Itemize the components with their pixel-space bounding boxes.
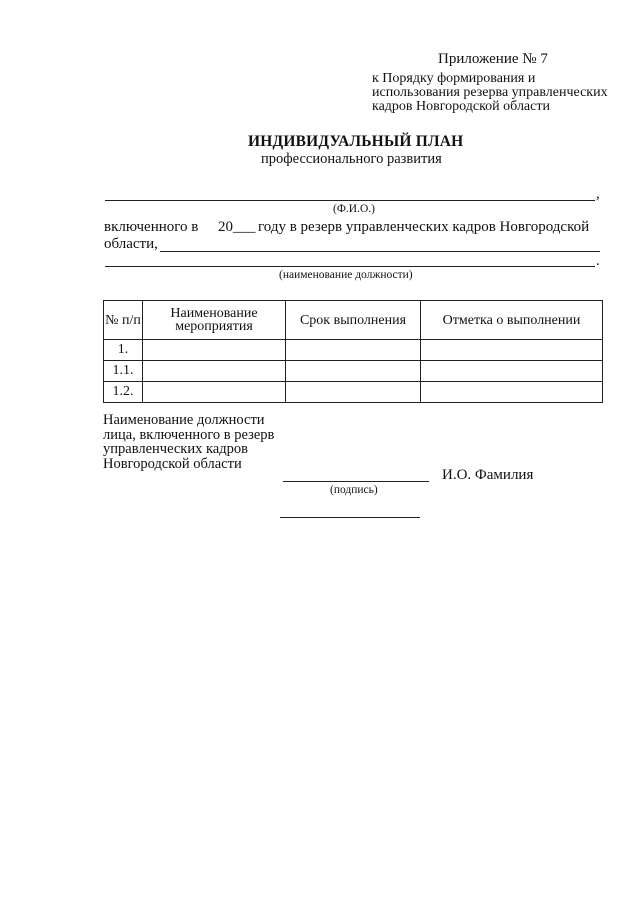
- row-number: 1.2.: [104, 382, 143, 403]
- row-number: 1.1.: [104, 361, 143, 382]
- document-subtitle: профессионального развития: [261, 151, 442, 167]
- table-header-row: [104, 301, 603, 340]
- position-blank-line-1: [160, 251, 600, 252]
- row-deadline-cell[interactable]: [286, 382, 421, 403]
- date-blank-line: [280, 517, 420, 518]
- header-number: № п/п: [104, 301, 143, 340]
- fio-caption: (Ф.И.О.): [333, 203, 375, 215]
- table-row: [104, 340, 603, 361]
- row-deadline-cell[interactable]: [286, 361, 421, 382]
- table-row: [104, 361, 603, 382]
- fio-comma: ,: [596, 186, 600, 202]
- header-deadline: Срок выполнения: [286, 301, 421, 340]
- included-suffix: году в резерв управленческих кадров Новгородской: [258, 219, 590, 235]
- row-activity-cell[interactable]: [143, 361, 286, 382]
- row-activity-cell[interactable]: [143, 382, 286, 403]
- included-year: 20___: [218, 219, 256, 235]
- appendix-number: Приложение № 7: [438, 51, 548, 67]
- row-number: 1.: [104, 340, 143, 361]
- appendix-reference: к Порядку формирования и использования резерва управленческих кадров Новгородской области: [372, 71, 608, 114]
- row-mark-cell[interactable]: [421, 361, 603, 382]
- row-deadline-cell[interactable]: [286, 340, 421, 361]
- table-row: [104, 382, 603, 403]
- signature-line: [283, 481, 429, 482]
- row-mark-cell[interactable]: [421, 340, 603, 361]
- position-caption: (наименование должности): [279, 269, 413, 281]
- header-activity: Наименование мероприятия: [143, 301, 286, 340]
- included-continuation: области,: [104, 236, 158, 252]
- document-title: ИНДИВИДУАЛЬНЫЙ ПЛАН: [248, 133, 464, 150]
- signatory-name: И.О. Фамилия: [442, 467, 534, 483]
- header-completion-mark: Отметка о выполнении: [421, 301, 603, 340]
- fio-blank-line: [105, 200, 595, 201]
- signatory-position-label: Наименование должности лица, включенного в резерв управленческих кадров Новгородской области: [103, 412, 275, 472]
- row-activity-cell[interactable]: [143, 340, 286, 361]
- row-mark-cell[interactable]: [421, 382, 603, 403]
- plan-table: [103, 300, 603, 403]
- signature-caption: (подпись): [330, 484, 378, 496]
- included-prefix: включенного в: [104, 219, 199, 235]
- position-blank-line-2: [105, 266, 595, 267]
- position-period: .: [596, 253, 600, 269]
